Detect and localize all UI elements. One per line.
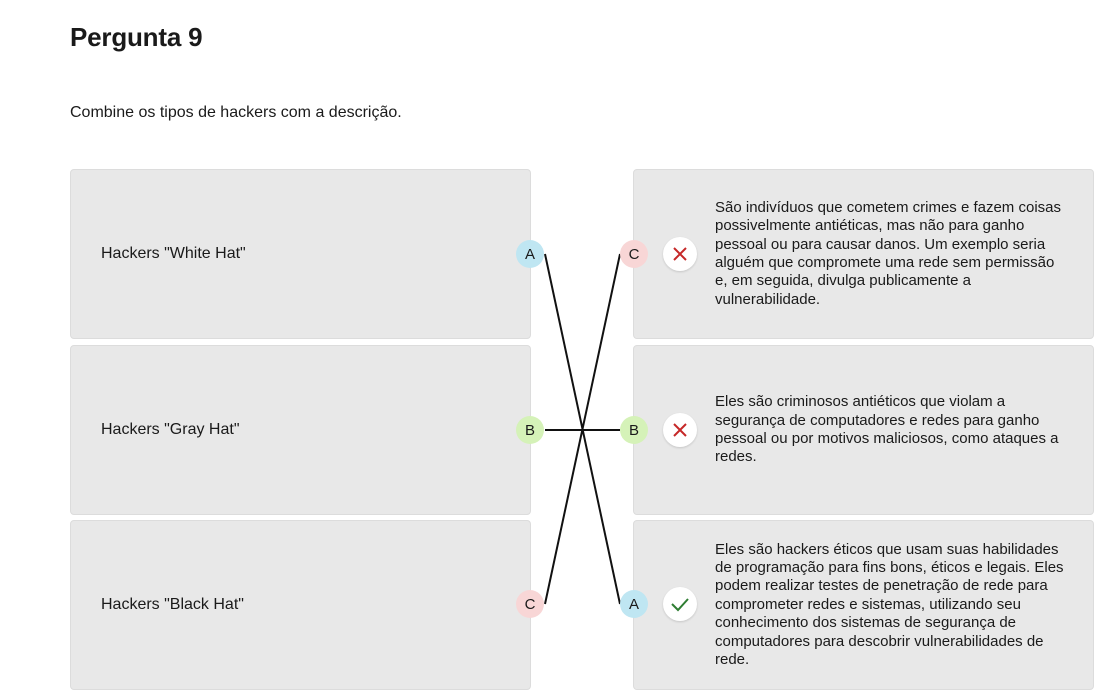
right-badge-b[interactable]: B xyxy=(620,416,648,444)
left-item-label: Hackers "Black Hat" xyxy=(101,596,244,613)
left-item-label: Hackers "White Hat" xyxy=(101,245,246,262)
page-title: Pergunta 9 xyxy=(70,22,203,52)
left-item-white-hat[interactable] xyxy=(70,169,531,339)
x-icon xyxy=(663,237,697,271)
left-badge-b[interactable]: B xyxy=(516,416,544,444)
match-line-c xyxy=(545,254,620,604)
left-badge-c[interactable]: C xyxy=(516,590,544,618)
right-item-1[interactable] xyxy=(633,169,1094,339)
x-icon xyxy=(663,413,697,447)
left-item-black-hat[interactable] xyxy=(70,520,531,690)
question-prompt: Combine os tipos de hackers com a descrição. xyxy=(70,104,402,121)
right-item-description: Eles são hackers éticos que usam suas habilidades de programação para fins bons, éticos e legais. Eles podem realizar testes de penetração de rede para comprometer redes e sistemas, utilizando seu conhecimento dos sistemas de segurança de computadores para descobrir vulnerabilidades de rede. xyxy=(715,540,1064,669)
right-item-description: Eles são criminosos antiéticos que violam a segurança de computadores e redes para ganho pessoal ou por motivos maliciosos, como ataques a redes. xyxy=(715,393,1059,466)
match-line-a xyxy=(545,254,620,604)
left-item-label: Hackers "Gray Hat" xyxy=(101,421,240,438)
right-item-3[interactable] xyxy=(633,520,1094,690)
right-item-2[interactable] xyxy=(633,345,1094,515)
right-badge-a[interactable]: A xyxy=(620,590,648,618)
left-item-gray-hat[interactable] xyxy=(70,345,531,515)
right-item-description: São indivíduos que cometem crimes e fazem coisas possivelmente antiéticas, mas não para ganho pessoal ou para causar danos. Um exemplo seria alguém que compromete uma rede sem permissão e, em seguida, divulga publicamente a vulnerabilidade. xyxy=(715,198,1061,308)
check-icon xyxy=(663,587,697,621)
left-badge-a[interactable]: A xyxy=(516,240,544,268)
right-badge-c[interactable]: C xyxy=(620,240,648,268)
